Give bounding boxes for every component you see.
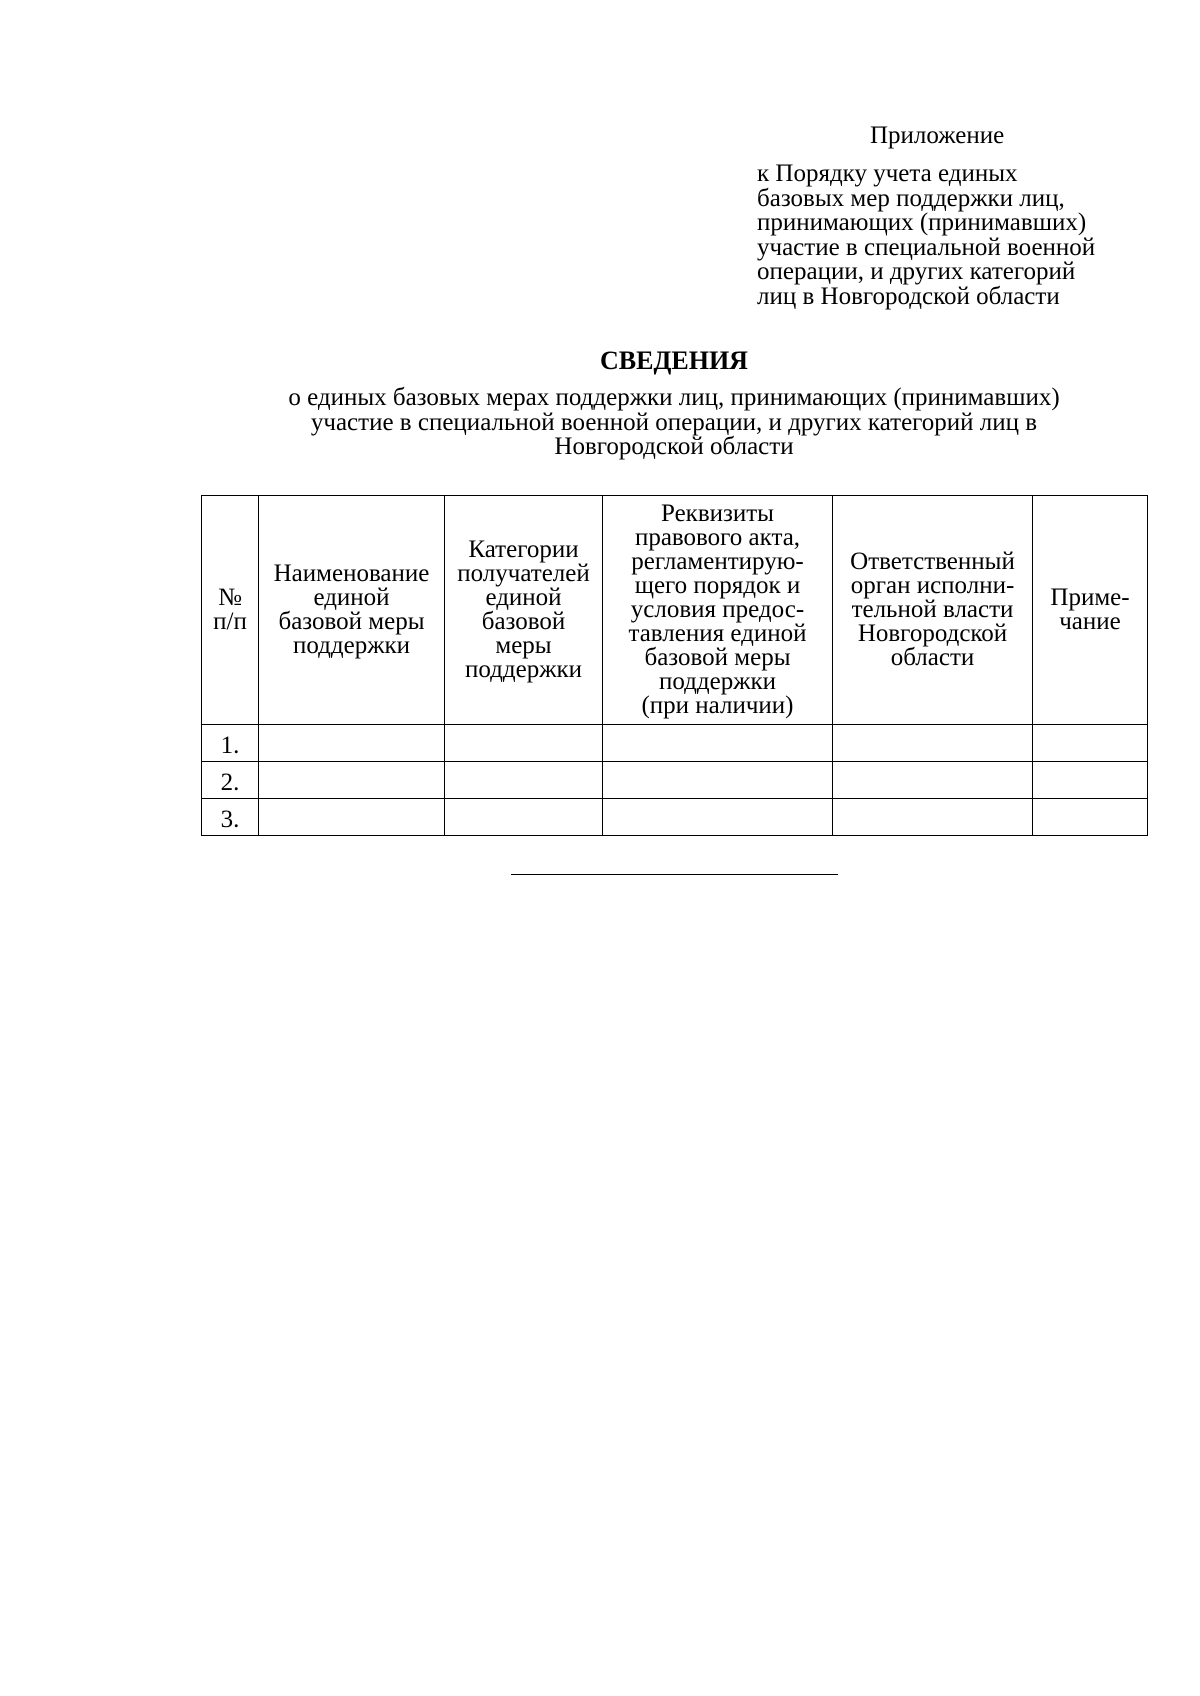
table-cell	[445, 725, 603, 762]
row-number: 2.	[202, 762, 259, 799]
document-title: СВЕДЕНИЯ	[600, 346, 748, 375]
row-number: 1.	[202, 725, 259, 762]
appendix-line: к Порядку учета единых	[757, 160, 1018, 187]
appendix-reference	[757, 162, 1095, 309]
header-line: получателей	[457, 560, 590, 587]
column-header-number	[202, 496, 259, 725]
column-header-recipient-categories	[445, 496, 603, 725]
header-line: щего порядок и	[634, 572, 801, 599]
header-line: №	[218, 584, 242, 611]
header-line: базовой меры	[644, 644, 791, 671]
table-cell	[603, 725, 833, 762]
table-cell	[833, 762, 1033, 799]
subtitle-line: участие в специальной военной операции, и других категорий лиц в	[310, 408, 1038, 436]
header-line: Реквизиты	[661, 500, 774, 527]
header-line: правового акта,	[634, 524, 801, 551]
appendix-line: лиц в Новгородской области	[757, 282, 1060, 310]
table-cell	[1033, 725, 1148, 762]
header-line: чание	[1059, 608, 1121, 635]
table-cell	[603, 799, 833, 836]
table-header	[202, 496, 1148, 725]
header-line: Новгородской	[857, 620, 1008, 647]
header-line: Ответственный	[850, 548, 1015, 575]
header-line: Наименование	[273, 560, 430, 587]
header-line: поддержки	[465, 656, 582, 683]
header-line: меры	[495, 632, 552, 659]
header-line: (при наличии)	[641, 692, 794, 719]
subtitle-line: Новгородской области	[554, 433, 794, 460]
appendix-line: базовых мер поддержки лиц,	[757, 184, 1065, 212]
appendix-line: принимающих (принимавших)	[757, 209, 1087, 236]
table-header-row	[202, 496, 1148, 725]
table-cell	[833, 725, 1033, 762]
table-cell	[259, 725, 445, 762]
table-row	[202, 725, 1148, 762]
column-header-note	[1033, 496, 1148, 725]
table-cell	[833, 799, 1033, 836]
header-line: Приме-	[1050, 584, 1130, 611]
header-line: единой	[485, 584, 562, 611]
table-body	[202, 725, 1148, 836]
table-cell	[445, 799, 603, 836]
header-line: поддержки	[659, 668, 776, 695]
header-line: области	[890, 644, 975, 671]
column-header-responsible-body	[833, 496, 1033, 725]
table-cell	[1033, 799, 1148, 836]
table-row	[202, 799, 1148, 836]
appendix-line: операции, и других категорий	[757, 258, 1076, 285]
document-subtitle	[0, 386, 1200, 460]
header-line: единой	[313, 584, 390, 611]
header-line: поддержки	[293, 632, 410, 659]
header-line: базовой	[481, 608, 566, 635]
column-header-measure-name	[259, 496, 445, 725]
subtitle-line: о единых базовых мерах поддержки лиц, принимающих (принимавших)	[288, 384, 1060, 411]
header-line: тельной власти	[851, 596, 1014, 623]
table-cell	[445, 762, 603, 799]
table-row	[202, 762, 1148, 799]
table-cell	[259, 799, 445, 836]
end-of-document-rule	[511, 874, 838, 875]
header-line: условия предос-	[630, 596, 805, 623]
column-header-legal-act	[603, 496, 833, 725]
header-line: базовой меры	[278, 608, 425, 635]
table-cell	[603, 762, 833, 799]
appendix-title: Приложение	[870, 122, 1005, 149]
row-number: 3.	[202, 799, 259, 836]
header-line: тавления единой	[628, 620, 807, 647]
header-line: регламентирую-	[631, 548, 804, 575]
appendix-line: участие в специальной военной	[757, 233, 1096, 261]
table-cell	[1033, 762, 1148, 799]
table-cell	[259, 762, 445, 799]
header-line: орган исполни-	[850, 572, 1015, 599]
header-line: п/п	[213, 608, 247, 635]
header-line: Категории	[468, 536, 579, 563]
support-measures-table	[201, 495, 1148, 836]
